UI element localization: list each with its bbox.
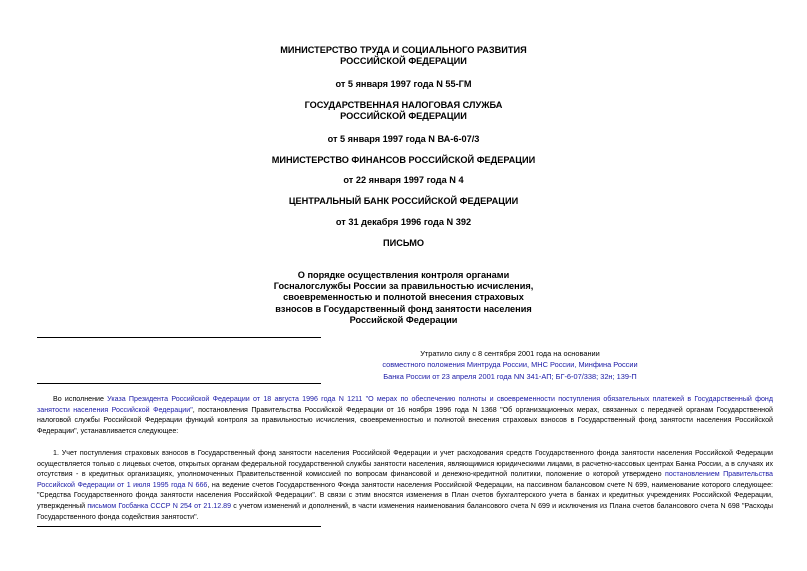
- issuer-tax-date-block: [0, 134, 807, 145]
- repeal-note-text: Утратило силу с 8 сентября 2001 года на основании: [420, 349, 600, 358]
- divider-bottom: [37, 526, 321, 527]
- issuer-tax-date: от 5 января 1997 года N ВА-6-07/3: [327, 134, 480, 144]
- title-line: О порядке осуществления контроля органами: [297, 270, 510, 280]
- paragraph-preamble: [37, 394, 773, 436]
- paragraph-item-1: [37, 448, 773, 522]
- repeal-link[interactable]: совместного положения Минтруда России, МНС России, Минфина России: [382, 360, 638, 370]
- issuer-labor-ministry-line2: РОССИЙСКОЙ ФЕДЕРАЦИИ: [340, 56, 467, 66]
- doc-type-block: [0, 238, 807, 249]
- para-text: , постановления Правительства Российской Федерации от 16 ноября 1996 года N 1368 "Об организационных мерах, связанных с передачей органам Государственной налоговой службы Российской Федерации функций контроля за правильностью исчисления, своевременностью и полнотой внесения страховых взносов в Государственный фонд занятости населения Российской Федерации", устанавливается следующее:: [37, 405, 773, 435]
- repeal-note: [275, 348, 745, 382]
- gosbank-letter-link[interactable]: письмом Госбанка СССР N 254 от 21.12.89: [87, 501, 232, 510]
- title-line: своевременностью и полнотой внесения страховых: [283, 292, 524, 303]
- issuer-finance-date-block: [0, 175, 807, 186]
- divider-top: [37, 337, 321, 338]
- para-text: Во исполнение: [53, 395, 108, 403]
- issuer-labor-date: от 5 января 1997 года N 55-ГМ: [335, 79, 472, 89]
- para-text: 1. Учет поступления страховых взносов в Государственный фонд занятости населения Российской Федерации и учет расходования средств Государственного фонда занятости населения Российской Федерации осуществляется только с лицевых счетов, открытых органам федеральной государственной службы занятости населения, являющимися юридическими лицами, в расчетно-кассовых центрах Банка России, а в случаях их отсутствия - в кредитных организациях, уполномоченных Правительственной комиссией по вопросам финансовой и денежно-кредитной политики, положение о которой утверждено: [37, 449, 773, 479]
- header-block: [0, 45, 807, 67]
- issuer-bank-date: от 31 декабря 1996 года N 392: [335, 217, 472, 227]
- issuer-tax-service-line2: РОССИЙСКОЙ ФЕДЕРАЦИИ: [340, 111, 467, 121]
- issuer-labor-ministry: МИНИСТЕРСТВО ТРУДА И СОЦИАЛЬНОГО РАЗВИТИЯ: [280, 45, 527, 55]
- title-line: Госналогслужбы России за правильностью исчисления,: [273, 281, 534, 292]
- repeal-link-cont[interactable]: Банка России от 23 апреля 2001 года NN 341-АП; БГ-6-07/338; 32н; 139-П: [383, 371, 637, 381]
- issuer-bank-date-block: [0, 217, 807, 228]
- para-text: с учетом изменений и дополнений, в части изменения наименования балансового счета N 699 и исключения из Плана счетов балансового счета N 698 "Расходы Государственного фонда содействия занятости".: [37, 501, 773, 521]
- issuer-central-bank: ЦЕНТРАЛЬНЫЙ БАНК РОССИЙСКОЙ ФЕДЕРАЦИИ: [288, 196, 519, 206]
- issuer-bank-block: [0, 196, 807, 207]
- government-resolution-link[interactable]: постановлением Правительства Российской Федерации от 1 июля 1995 года N 666: [37, 470, 773, 489]
- issuer-finance-block: [0, 155, 807, 166]
- issuer-finance-ministry: МИНИСТЕРСТВО ФИНАНСОВ РОССИЙСКОЙ ФЕДЕРАЦИИ: [271, 155, 536, 165]
- issuer-labor-date-block: [0, 79, 807, 90]
- decree-link[interactable]: Указа Президента Российской Федерации от 18 августа 1996 года N 1211 "О мерах по обеспечению полноты и своевременности поступления обязательных платежей в Государственный фонд занятости населения Российской Федерации": [37, 395, 773, 414]
- title-line: Российской Федерации: [349, 314, 458, 325]
- issuer-finance-date: от 22 января 1997 года N 4: [343, 175, 464, 185]
- doc-type: ПИСЬМО: [382, 238, 425, 248]
- issuer-tax-service: ГОСУДАРСТВЕННАЯ НАЛОГОВАЯ СЛУЖБА: [304, 100, 503, 110]
- divider-middle: [37, 383, 321, 384]
- issuer-tax-block: [0, 100, 807, 122]
- para-text: , на ведение счетов Государственного Фонда занятости населения Российской Федерации, на пассивном балансовом счете N 699, наименование которого следующее: "Средства Государственного фонда занятости населения Российской Федерации". В связи с этим вносятся изменения в План счетов бухгалтерского учета в банках и кредитных учреждениях Российской Федерации, утвержденный: [37, 480, 773, 510]
- document-title: [0, 270, 807, 326]
- title-line: взносов в Государственный фонд занятости населения: [275, 303, 532, 314]
